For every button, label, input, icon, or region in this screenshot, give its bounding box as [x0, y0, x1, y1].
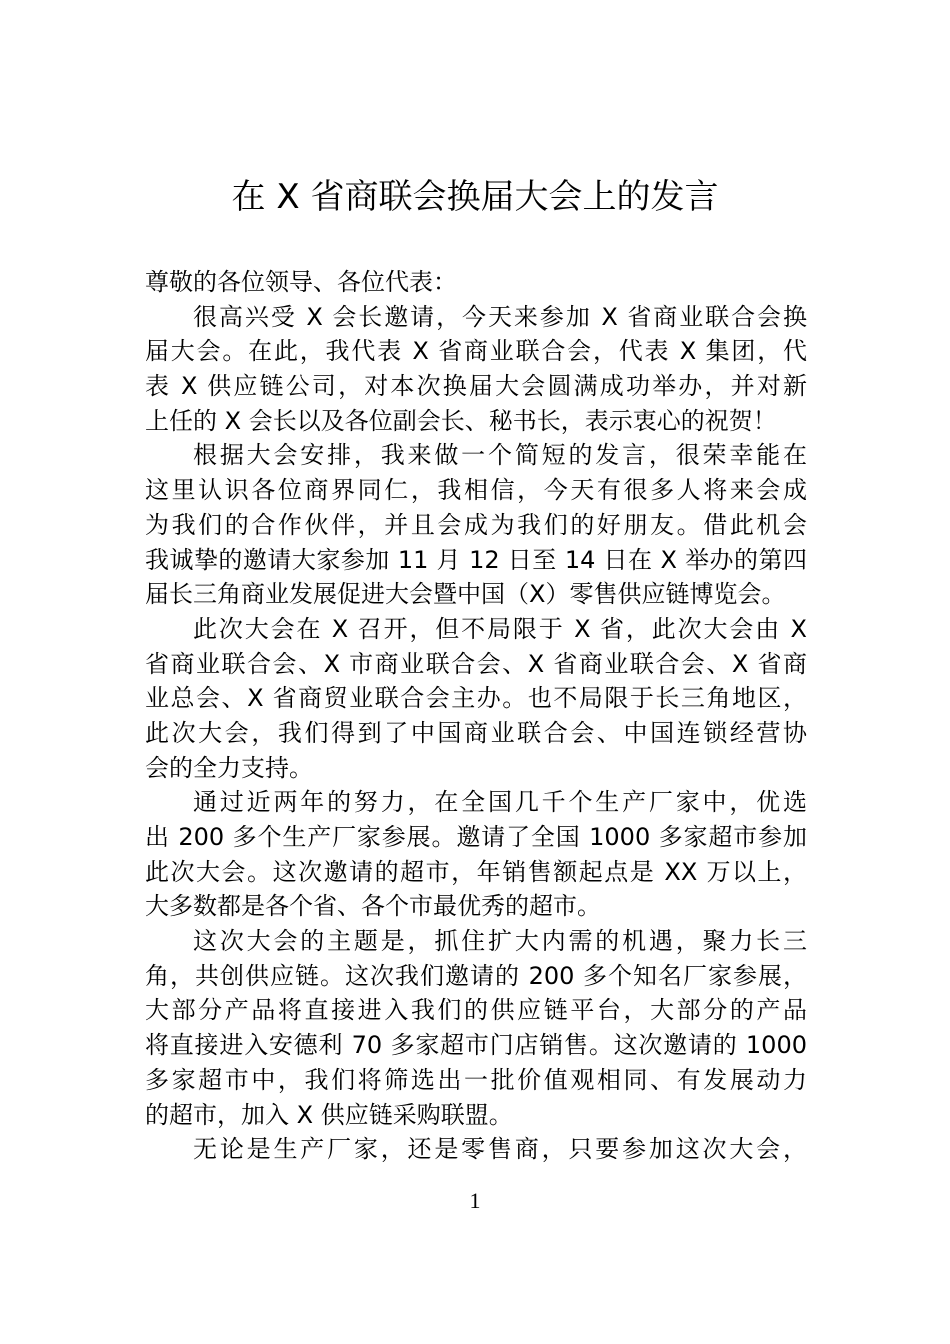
text-line: 的超市，加入 X 供应链采购联盟。	[145, 1100, 513, 1129]
text-line: 此次大会，我们得到了中国商业联合会、中国连锁经营协	[145, 718, 807, 747]
text-line: 多家超市中，我们将筛选出一批价值观相同、有发展动力	[145, 1065, 807, 1094]
text-line: 我诚挚的邀请大家参加 11 月 12 日至 14 日在 X 举办的第四	[145, 545, 807, 574]
paragraph	[145, 300, 807, 439]
document-title: 在 X 省商联会换届大会上的发言	[231, 177, 719, 217]
text-line: 届长三角商业发展促进大会暨中国（X）零售供应链博览会。	[145, 580, 786, 609]
text-line: 业总会、X 省商贸业联合会主办。也不局限于长三角地区，	[145, 684, 807, 713]
text-line: 上任的 X 会长以及各位副会长、秘书长，表示衷心的祝贺！	[145, 406, 777, 435]
text-line: 很高兴受 X 会长邀请，今天来参加 X 省商业联合会换	[193, 302, 807, 331]
salutation: 尊敬的各位领导、各位代表：	[145, 268, 457, 296]
text-line: 会的全力支持。	[145, 753, 313, 782]
text-line: 大部分产品将直接进入我们的供应链平台，大部分的产品	[145, 996, 807, 1025]
text-line: 此次大会在 X 召开，但不局限于 X 省，此次大会由 X	[193, 614, 807, 643]
text-line: 出 200 多个生产厂家参展。邀请了全国 1000 多家超市参加	[145, 823, 807, 851]
document-body	[145, 265, 807, 1167]
text-line: 为我们的合作伙伴，并且会成为我们的好朋友。借此机会	[145, 510, 807, 539]
text-line: 大多数都是各个省、各个市最优秀的超市。	[145, 892, 601, 921]
text-line: 届大会。在此，我代表 X 省商业联合会，代表 X 集团，代	[145, 337, 807, 366]
text-line: 此次大会。这次邀请的超市，年销售额起点是 XX 万以上，	[145, 857, 807, 886]
text-line: 表 X 供应链公司，对本次换届大会圆满成功举办，并对新	[145, 372, 807, 401]
text-line: 无论是生产厂家，还是零售商，只要参加这次大会，	[193, 1135, 807, 1164]
paragraph	[145, 612, 807, 785]
page-number: 1	[469, 1188, 481, 1213]
paragraph	[145, 785, 807, 924]
text-line: 角，共创供应链。这次我们邀请的 200 多个知名厂家参展，	[145, 961, 807, 990]
text-line: 根据大会安排，我来做一个简短的发言，很荣幸能在	[193, 441, 807, 470]
paragraph	[145, 924, 807, 1132]
paragraph	[145, 438, 807, 611]
text-line: 这里认识各位商界同仁，我相信，今天有很多人将来会成	[145, 476, 807, 505]
text-line: 将直接进入安德利 70 多家超市门店销售。这次邀请的 1000	[145, 1031, 807, 1060]
paragraph	[145, 1132, 807, 1167]
text-line: 通过近两年的努力，在全国几千个生产厂家中，优选	[193, 788, 807, 817]
text-line: 这次大会的主题是，抓住扩大内需的机遇，聚力长三	[193, 927, 807, 956]
text-line: 省商业联合会、X 市商业联合会、X 省商业联合会、X 省商	[145, 649, 807, 678]
